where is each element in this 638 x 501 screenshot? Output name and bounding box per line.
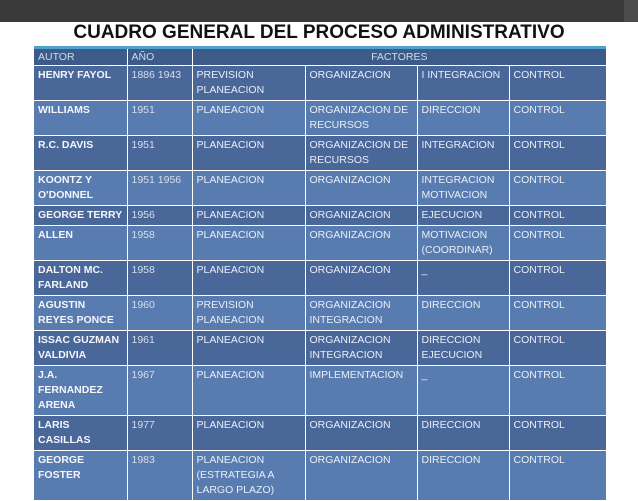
cell-f1: PLANEACION xyxy=(192,206,305,226)
cell-f4: CONTROL xyxy=(509,171,606,206)
cell-f3: EJECUCION xyxy=(417,206,509,226)
table-row xyxy=(34,171,606,206)
cell-f4: CONTROL xyxy=(509,206,606,226)
cell-anio: 1977 xyxy=(127,416,192,451)
cell-f3: INTEGRACION xyxy=(417,136,509,171)
table-row xyxy=(34,101,606,136)
cell-anio: 1967 xyxy=(127,366,192,416)
cell-f3: DIRECCION EJECUCION xyxy=(417,331,509,366)
cell-f1: PLANEACION xyxy=(192,416,305,451)
cell-f2: ORGANIZACION INTEGRACION xyxy=(305,296,417,331)
table-row xyxy=(34,226,606,261)
cell-f4: CONTROL xyxy=(509,331,606,366)
table-row xyxy=(34,331,606,366)
cell-autor: KOONTZ Y O'DONNEL xyxy=(34,171,127,206)
cell-f1: PREVISION PLANEACION xyxy=(192,66,305,101)
cell-f4: CONTROL xyxy=(509,226,606,261)
cell-f3: DIRECCION xyxy=(417,451,509,501)
cell-f1: PLANEACION xyxy=(192,331,305,366)
cell-autor: AGUSTIN REYES PONCE xyxy=(34,296,127,331)
table-row xyxy=(34,451,606,501)
cell-f2: ORGANIZACION xyxy=(305,171,417,206)
cell-f2: ORGANIZACION xyxy=(305,416,417,451)
table-row xyxy=(34,206,606,226)
cell-anio: 1951 1956 xyxy=(127,171,192,206)
table-row xyxy=(34,136,606,171)
header-autor: AUTOR xyxy=(34,49,127,66)
cell-f2: ORGANIZACION INTEGRACION xyxy=(305,331,417,366)
cell-f2: ORGANIZACION DE RECURSOS xyxy=(305,101,417,136)
cell-autor: ISSAC GUZMAN VALDIVIA xyxy=(34,331,127,366)
cell-f1: PLANEACION xyxy=(192,226,305,261)
cell-f2: ORGANIZACION xyxy=(305,226,417,261)
cell-anio: 1961 xyxy=(127,331,192,366)
cell-f3: INTEGRACION MOTIVACION xyxy=(417,171,509,206)
cell-f1: PLANEACION (ESTRATEGIA A LARGO PLAZO) xyxy=(192,451,305,501)
cell-f3: MOTIVACION (COORDINAR) xyxy=(417,226,509,261)
table-row xyxy=(34,366,606,416)
table-header-row xyxy=(34,49,606,66)
cell-autor: GEORGE TERRY xyxy=(34,206,127,226)
cell-autor: GEORGE FOSTER xyxy=(34,451,127,501)
cell-f4: CONTROL xyxy=(509,451,606,501)
cell-f4: CONTROL xyxy=(509,366,606,416)
cell-f1: PLANEACION xyxy=(192,171,305,206)
cell-f1: PREVISION PLANEACION xyxy=(192,296,305,331)
cell-f2: ORGANIZACION xyxy=(305,206,417,226)
cell-f1: PLANEACION xyxy=(192,261,305,296)
cell-autor: WILLIAMS xyxy=(34,101,127,136)
cell-f3: _ xyxy=(417,261,509,296)
cell-f3: I INTEGRACION xyxy=(417,66,509,101)
table-row xyxy=(34,66,606,101)
cell-autor: R.C. DAVIS xyxy=(34,136,127,171)
cell-f3: _ xyxy=(417,366,509,416)
cell-anio: 1951 xyxy=(127,136,192,171)
cell-f2: ORGANIZACION xyxy=(305,66,417,101)
cell-anio: 1956 xyxy=(127,206,192,226)
cell-autor: DALTON MC. FARLAND xyxy=(34,261,127,296)
cell-f2: IMPLEMENTACION xyxy=(305,366,417,416)
cell-anio: 1958 xyxy=(127,226,192,261)
cell-f4: CONTROL xyxy=(509,261,606,296)
cell-f1: PLANEACION xyxy=(192,366,305,416)
cell-f3: DIRECCION xyxy=(417,416,509,451)
cell-f4: CONTROL xyxy=(509,66,606,101)
slide-top-bar-accent xyxy=(624,0,638,22)
cell-autor: ALLEN xyxy=(34,226,127,261)
cell-f2: ORGANIZACION xyxy=(305,451,417,501)
cell-autor: LARIS CASILLAS xyxy=(34,416,127,451)
cell-anio: 1960 xyxy=(127,296,192,331)
cell-f2: ORGANIZACION xyxy=(305,261,417,296)
cell-f3: DIRECCION xyxy=(417,296,509,331)
slide-title: CUADRO GENERAL DEL PROCESO ADMINISTRATIVO xyxy=(73,22,565,43)
cell-anio: 1983 xyxy=(127,451,192,501)
cell-f4: CONTROL xyxy=(509,136,606,171)
slide-top-bar xyxy=(0,0,638,22)
table-row xyxy=(34,416,606,451)
cell-anio: 1951 xyxy=(127,101,192,136)
cell-f1: PLANEACION xyxy=(192,101,305,136)
table-row xyxy=(34,296,606,331)
cell-f1: PLANEACION xyxy=(192,136,305,171)
cell-autor: HENRY FAYOL xyxy=(34,66,127,101)
header-factores: FACTORES xyxy=(192,49,606,66)
cell-f4: CONTROL xyxy=(509,416,606,451)
table-body xyxy=(34,66,606,501)
header-anio: AÑO xyxy=(127,49,192,66)
process-table xyxy=(34,49,606,501)
cell-autor: J.A. FERNANDEZ ARENA xyxy=(34,366,127,416)
cell-f3: DIRECCION xyxy=(417,101,509,136)
cell-anio: 1958 xyxy=(127,261,192,296)
cell-f2: ORGANIZACION DE RECURSOS xyxy=(305,136,417,171)
cell-f4: CONTROL xyxy=(509,101,606,136)
cell-f4: CONTROL xyxy=(509,296,606,331)
cell-anio: 1886 1943 xyxy=(127,66,192,101)
table-row xyxy=(34,261,606,296)
